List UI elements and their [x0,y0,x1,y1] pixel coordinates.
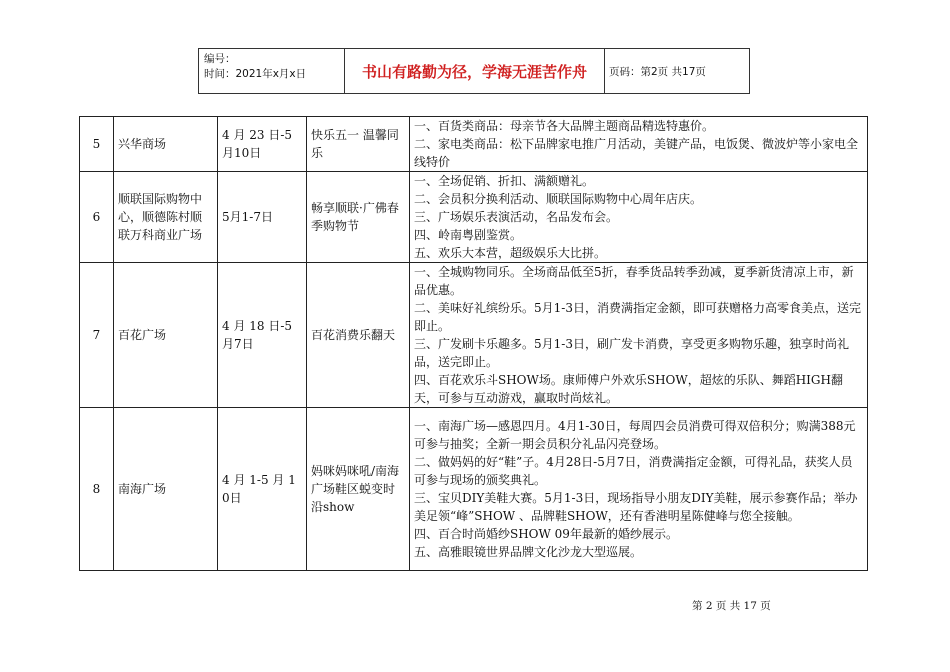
row-number: 7 [80,263,114,408]
content-line: 三、宝贝DIY美鞋大赛。5月1-3日，现场指导小朋友DIY美鞋，展示参赛作品；举办美足领“峰”SHOW 、品牌鞋SHOW，还有香港明星陈健峰与您全接触。 [414,491,858,523]
content-line: 三、广发刷卡乐趣多。5月1-3日，刷广发卡消费，享受更多购物乐趣，独享时尚礼品，送完即止。 [414,337,849,369]
page-header [198,48,750,94]
content-line: 三、广场娱乐表演活动，名品发布会。 [414,210,619,224]
event-dates: 4 月 18 日-5 月7日 [218,263,307,408]
content-line: 二、家电类商品：松下品牌家电推广月活动，美键产品，电饭煲、微波炉等小家电全线特价 [414,137,859,169]
event-content [410,408,868,571]
mall-name: 南海广场 [114,408,218,571]
table-row [80,263,868,408]
content-line: 四、岭南粤剧鉴赏。 [414,228,523,242]
table-row [80,172,868,263]
content-line: 一、百货类商品：母亲节各大品牌主题商品精选特惠价。 [414,119,715,133]
mall-name: 百花广场 [114,263,218,408]
event-content [410,263,868,408]
event-theme: 百花消费乐翻天 [307,263,410,408]
table-row [80,117,868,172]
content-line: 一、南海广场—感恩四月。4月1-30日，每周四会员消费可得双倍积分；购满388元可参与抽奖；全新一期会员积分礼品闪亮登场。 [414,419,856,451]
content-line: 二、做妈妈的好“鞋”子。4月28日-5月7日，消费满指定金额，可得礼品，获奖人员可参与现场的颁奖典礼。 [414,455,853,487]
row-number: 6 [80,172,114,263]
row-number: 8 [80,408,114,571]
document-number-label: 编号： [204,53,236,65]
event-content [410,172,868,263]
event-theme: 快乐五一 温馨同乐 [307,117,410,172]
content-line: 一、全场促销、折扣、满额赠礼。 [414,174,595,188]
content-line: 五、高雅眼镜世界品牌文化沙龙大型巡展。 [414,545,643,559]
content-line: 五、欢乐大本营，超级娱乐大比拼。 [414,246,607,260]
page-footer: 第 2 页 共 17 页 [692,600,771,612]
mall-name: 顺联国际购物中心，顺德陈村顺联万科商业广场 [114,172,218,263]
event-theme: 畅享顺联·广佛春季购物节 [307,172,410,263]
content-line: 二、会员积分换利活动、顺联国际购物中心周年店庆。 [414,192,703,206]
content-line: 四、百合时尚婚纱SHOW 09年最新的婚纱展示。 [414,527,678,541]
event-dates: 5月1-7日 [218,172,307,263]
header-meta [199,49,345,93]
header-motto: 书山有路勤为径，学海无涯苦作舟 [345,49,605,93]
row-number: 5 [80,117,114,172]
content-line: 二、美味好礼缤纷乐。5月1-3日，消费满指定金额，即可获赠格力高零食美点，送完即止。 [414,301,861,333]
content-line: 四、百花欢乐斗SHOW场。康师傅户外欢乐SHOW，超炫的乐队、舞蹈HIGH翻天，可参与互动游戏，赢取时尚炫礼。 [414,373,843,405]
event-dates: 4 月 23 日-5 月10日 [218,117,307,172]
table-row [80,408,868,571]
promotions-table [79,116,868,571]
event-dates: 4 月 1-5 月 10日 [218,408,307,571]
document-time: 时间：2021年x月x日 [204,68,307,80]
event-content [410,117,868,172]
content-line: 一、全城购物同乐。全场商品低至5折，春季货品转季劲减，夏季新货清凉上市，新品优惠。 [414,265,854,297]
mall-name: 兴华商场 [114,117,218,172]
header-page-number: 页码：第2页 共17页 [609,65,706,78]
event-theme: 妈咪妈咪吼/南海广场鞋区蜕变时沿show [307,408,410,571]
